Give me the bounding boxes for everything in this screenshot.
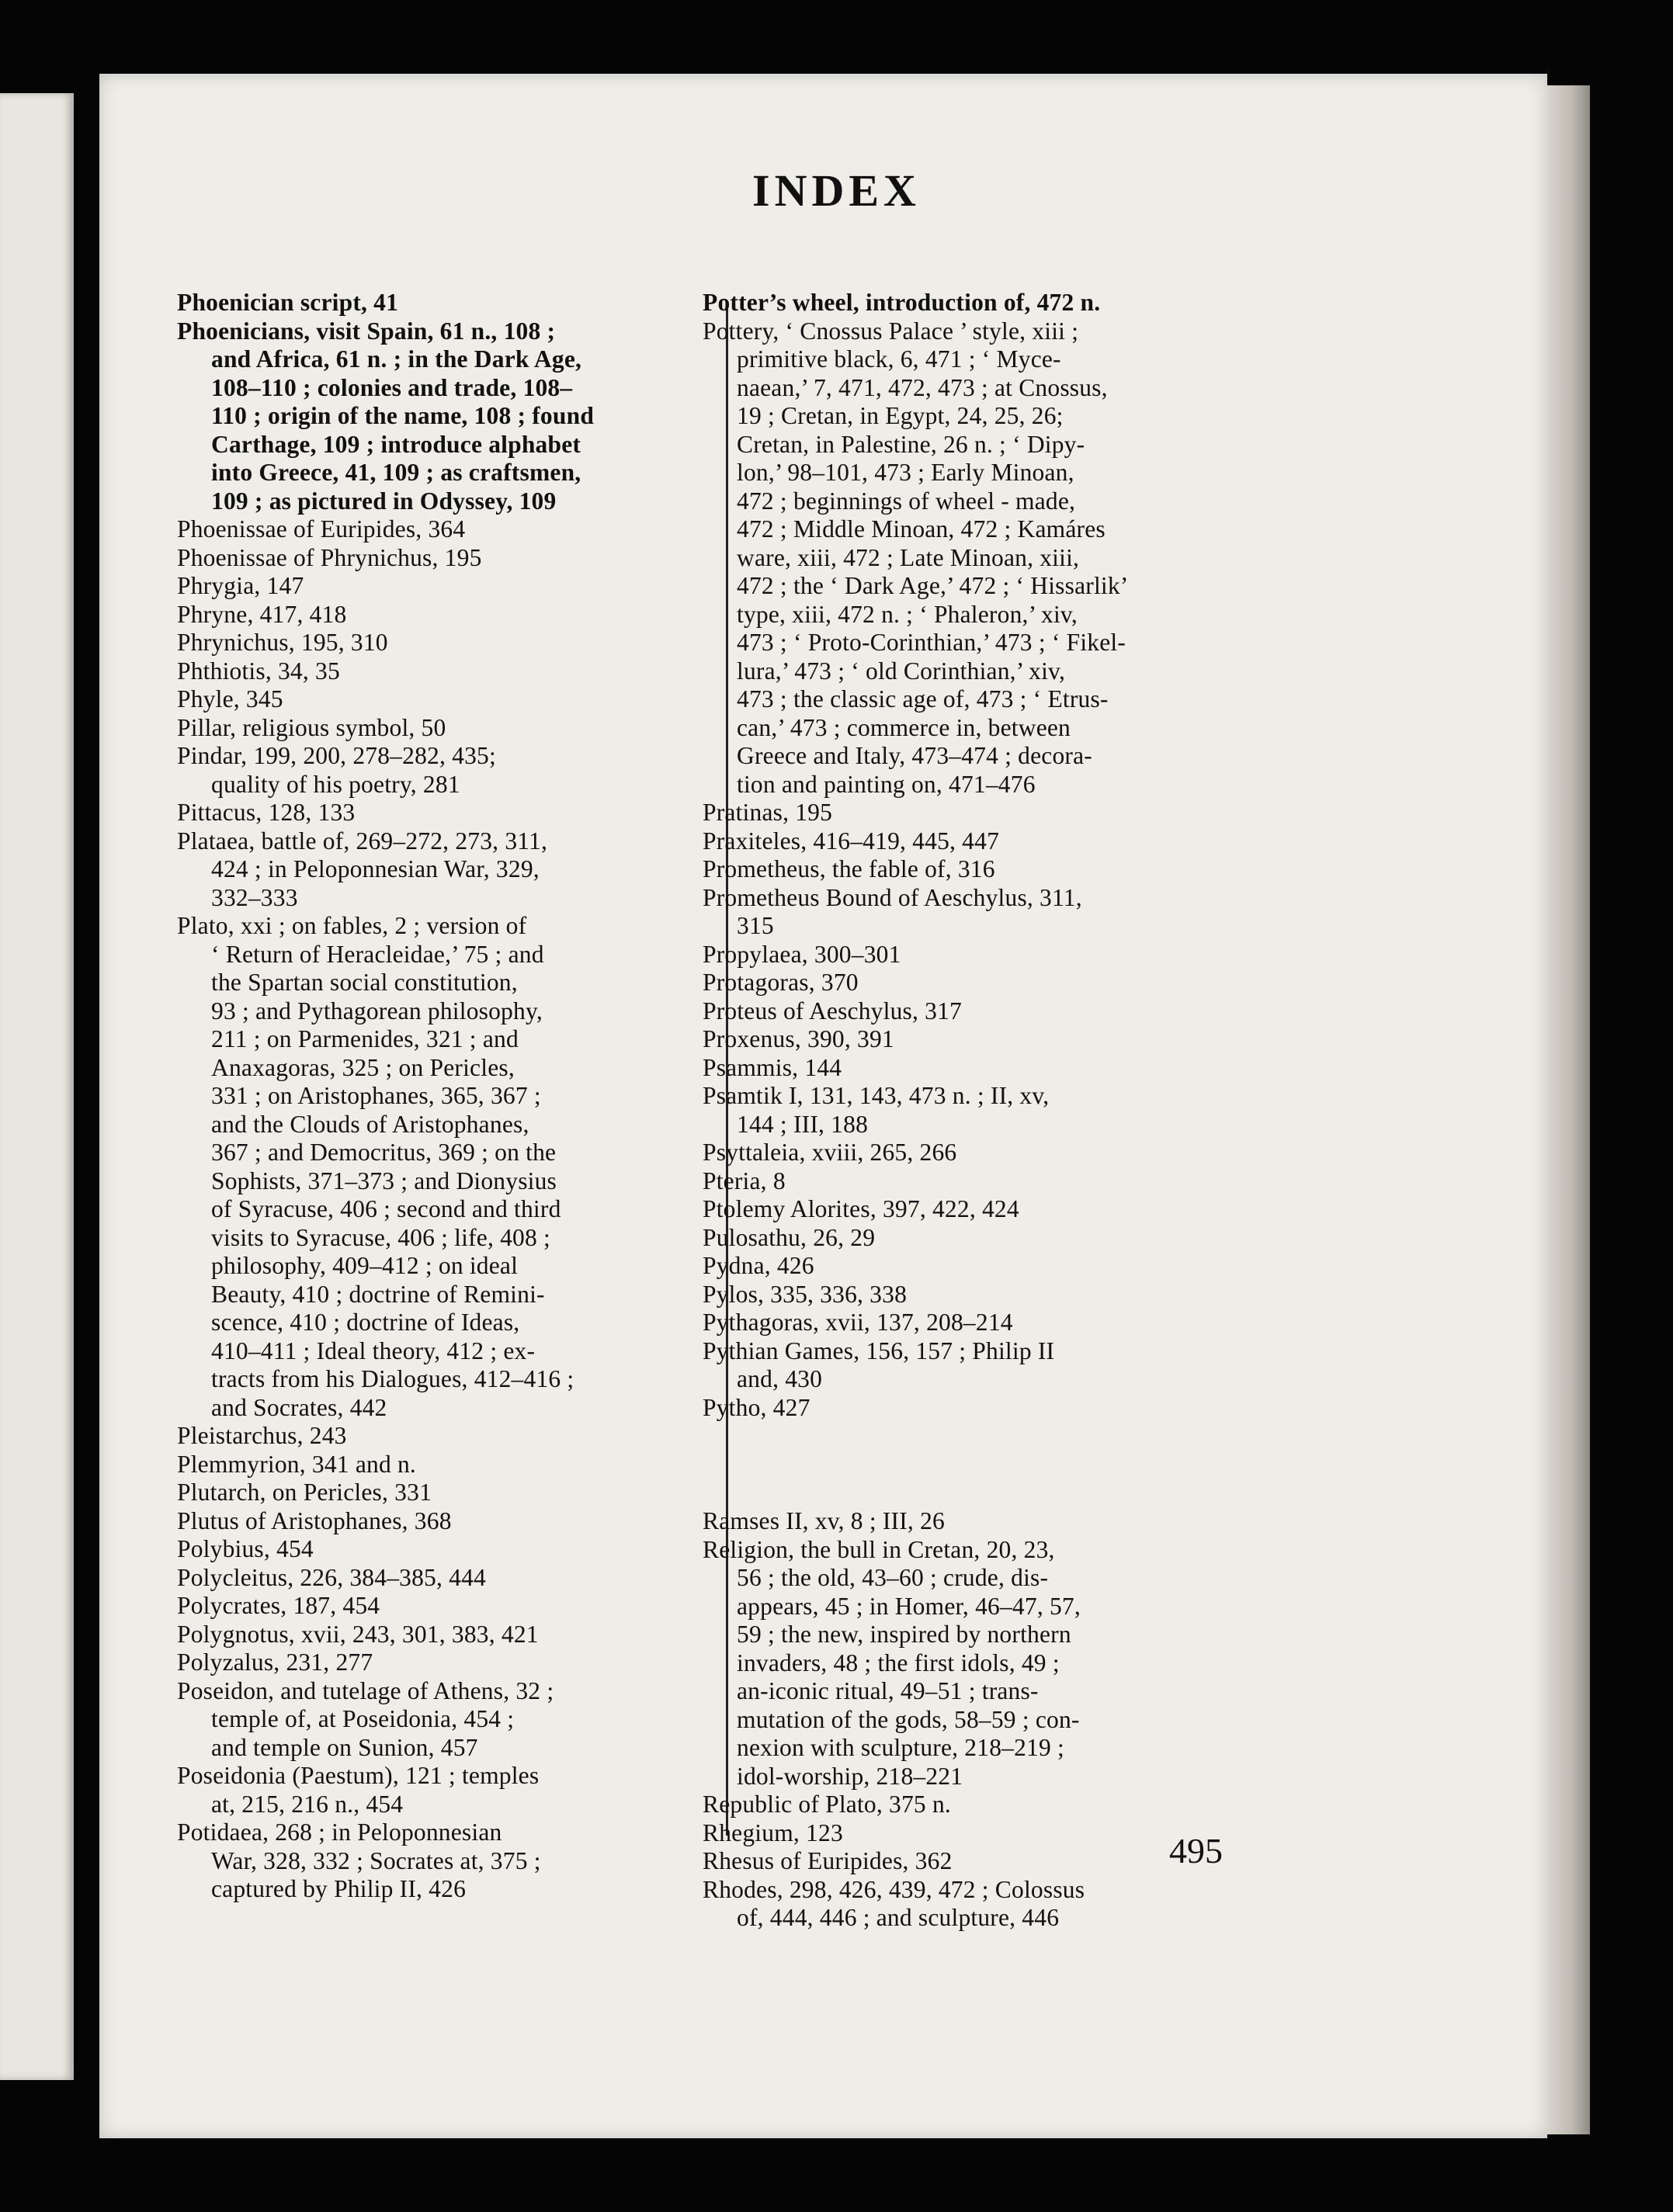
index-entry-continuation: tion and painting on, 471–476: [737, 770, 1036, 798]
index-entry-continuation: idol-worship, 218–221: [737, 1762, 963, 1790]
index-entry-continuation: of, 444, 446 ; and sculpture, 446: [737, 1904, 1060, 1931]
index-entry-heading: Phoenissae of Phrynichus, 195: [177, 543, 482, 571]
adjacent-page-edge: [0, 93, 74, 2080]
index-entry-heading: Pytho, 427: [703, 1393, 810, 1421]
index-entry: [703, 1309, 1221, 1337]
index-entry-continuation: 108–110 ; colonies and trade, 108–: [211, 373, 573, 401]
index-entry-continuation: 473 ; the classic age of, 473 ; ‘ Etrus-: [737, 685, 1109, 712]
index-entry: [703, 289, 1221, 317]
index-entry-heading: Plemmyrion, 341 and n.: [177, 1450, 417, 1478]
index-entry: [177, 601, 699, 629]
index-entry-heading: Poseidon, and tutelage of Athens, 32 ;: [177, 1676, 554, 1704]
index-entry-continuation: Anaxagoras, 325 ; on Pericles,: [211, 1053, 515, 1081]
index-entry-continuation: 410–411 ; Ideal theory, 412 ; ex-: [211, 1337, 536, 1364]
index-entry-continuation: an-iconic ritual, 49–51 ; trans-: [737, 1677, 1039, 1704]
index-entry: [703, 1847, 1221, 1876]
index-entry: [703, 855, 1221, 884]
index-entry-continuation: 367 ; and Democritus, 369 ; on the: [211, 1139, 557, 1166]
index-entry-heading: Religion, the bull in Cretan, 20, 23,: [703, 1535, 1055, 1563]
index-entry-heading: Republic of Plato, 375 n.: [703, 1791, 951, 1818]
index-entry-heading: Pleistarchus, 243: [177, 1422, 347, 1449]
index-entry-heading: Pottery, ‘ Cnossus Palace ’ style, xiii ;: [703, 317, 1079, 345]
index-entry: [703, 1507, 1221, 1536]
index-entry-continuation: into Greece, 41, 109 ; as craftsmen,: [211, 459, 581, 486]
index-entry-continuation: and temple on Sunion, 457: [211, 1733, 478, 1761]
index-entry-heading: Phoenissae of Euripides, 364: [177, 515, 466, 543]
index-entry: [177, 629, 699, 657]
index-entry-continuation: lon,’ 98–101, 473 ; Early Minoan,: [737, 459, 1074, 486]
index-entry-heading: Psyttaleia, xviii, 265, 266: [703, 1139, 957, 1166]
index-entry-heading: Proteus of Aeschylus, 317: [703, 997, 962, 1025]
index-entry-continuation: 211 ; on Parmenides, 321 ; and: [211, 1025, 519, 1052]
index-entry-heading: Pythagoras, xvii, 137, 208–214: [703, 1309, 1013, 1336]
index-entry-continuation: 331 ; on Aristophanes, 365, 367 ;: [211, 1082, 541, 1109]
index-entry-continuation: and Africa, 61 n. ; in the Dark Age,: [211, 345, 582, 373]
index-entry: [177, 912, 699, 1422]
index-entry: [703, 884, 1221, 941]
index-entry-continuation: Cretan, in Palestine, 26 n. ; ‘ Dipy-: [737, 430, 1085, 458]
index-entry-heading: Proxenus, 390, 391: [703, 1025, 894, 1052]
index-entry: [703, 1536, 1221, 1791]
index-entry: [177, 1564, 699, 1593]
index-entry: [177, 1422, 699, 1451]
index-entry-heading: Pylos, 335, 336, 338: [703, 1280, 908, 1308]
index-entry-heading: Pythian Games, 156, 157 ; Philip II: [703, 1337, 1055, 1364]
index-entry: [703, 1252, 1221, 1281]
index-entry: [177, 1621, 699, 1649]
index-entry: [703, 1195, 1221, 1224]
index-entry: [177, 1592, 699, 1621]
page-stack-edge: [1547, 85, 1590, 2134]
index-entry-continuation: philosophy, 409–412 ; on ideal: [211, 1252, 519, 1279]
index-entry-heading: Ptolemy Alorites, 397, 422, 424: [703, 1195, 1019, 1222]
index-entry-continuation: temple of, at Poseidonia, 454 ;: [211, 1705, 515, 1732]
index-entry: [177, 1818, 699, 1904]
index-entry-continuation: at, 215, 216 n., 454: [211, 1790, 404, 1818]
index-entry-heading: Pydna, 426: [703, 1252, 814, 1279]
index-entry-heading: Pindar, 199, 200, 278–282, 435;: [177, 742, 496, 769]
index-entry-continuation: captured by Philip II, 426: [211, 1875, 467, 1902]
index-entry-heading: Rhegium, 123: [703, 1818, 843, 1846]
index-entry-heading: Phrynichus, 195, 310: [177, 629, 388, 656]
index-entry-continuation: 315: [737, 912, 774, 939]
index-entry-heading: Potter’s wheel, introduction of, 472 n.: [703, 289, 1101, 316]
index-entry-heading: Phrygia, 147: [177, 572, 304, 599]
index-entry: [177, 657, 699, 686]
index-entry: [703, 1876, 1221, 1933]
index-entry: [703, 1082, 1221, 1139]
index-entry: [703, 1281, 1221, 1309]
index-entry-heading: Ramses II, xv, 8 ; III, 26: [703, 1507, 945, 1534]
index-entry-heading: Prometheus Bound of Aeschylus, 311,: [703, 883, 1082, 911]
index-entry-continuation: scence, 410 ; doctrine of Ideas,: [211, 1309, 520, 1336]
index-entry-heading: Phthiotis, 34, 35: [177, 657, 340, 685]
index-entry: [703, 997, 1221, 1026]
index-entry: [177, 544, 699, 573]
index-entry-heading: Plataea, battle of, 269–272, 273, 311,: [177, 827, 548, 855]
index-column-right: [703, 289, 1221, 1933]
index-entry: [703, 827, 1221, 856]
index-entry: [703, 1139, 1221, 1167]
index-entry-continuation: appears, 45 ; in Homer, 46–47, 57,: [737, 1592, 1081, 1620]
index-entry-heading: Prometheus, the fable of, 316: [703, 855, 995, 882]
index-entry-continuation: visits to Syracuse, 406 ; life, 408 ;: [211, 1223, 550, 1251]
index-entry-continuation: 109 ; as pictured in Odyssey, 109: [211, 487, 557, 515]
index-entry-heading: Polygnotus, xvii, 243, 301, 383, 421: [177, 1620, 539, 1648]
index-entry-heading: Phoenicians, visit Spain, 61 n., 108 ;: [177, 317, 556, 345]
index-entry: [177, 1649, 699, 1677]
index-entry-continuation: invaders, 48 ; the first idols, 49 ;: [737, 1649, 1060, 1676]
index-entry-heading: Psamtik I, 131, 143, 473 n. ; II, xv,: [703, 1082, 1050, 1109]
index-entry-continuation: naean,’ 7, 471, 472, 473 ; at Cnossus,: [737, 373, 1108, 401]
index-entry-heading: Protagoras, 370: [703, 969, 859, 996]
index-entry: [177, 799, 699, 827]
index-entry: [177, 742, 699, 799]
index-entry-continuation: and, 430: [737, 1365, 823, 1392]
index-entry-continuation: 473 ; ‘ Proto-Corinthian,’ 473 ; ‘ Fikel-: [737, 629, 1126, 656]
index-entry: [703, 1224, 1221, 1253]
index-entry-continuation: 19 ; Cretan, in Egypt, 24, 25, 26;: [737, 402, 1064, 429]
index-entry-continuation: 110 ; origin of the name, 108 ; found: [211, 402, 595, 429]
index-entry-continuation: 59 ; the new, inspired by northern: [737, 1621, 1071, 1648]
index-entry-heading: Phyle, 345: [177, 685, 283, 712]
index-entry-heading: Propylaea, 300–301: [703, 940, 901, 968]
index-entry: [177, 685, 699, 714]
index-entry-continuation: 424 ; in Peloponnesian War, 329,: [211, 855, 540, 882]
index-entry-continuation: 472 ; the ‘ Dark Age,’ 472 ; ‘ Hissarlik’: [737, 572, 1129, 599]
index-entry: [177, 317, 699, 516]
index-entry: [177, 515, 699, 544]
index-column-left: [177, 289, 699, 1904]
index-entry-continuation: of Syracuse, 406 ; second and third: [211, 1195, 561, 1222]
index-entry: [177, 1677, 699, 1763]
index-entry: [703, 317, 1221, 799]
index-entry-heading: Rhesus of Euripides, 362: [703, 1847, 953, 1874]
index-entry-continuation: ‘ Return of Heracleidae,’ 75 ; and: [211, 940, 544, 968]
index-entry: [703, 799, 1221, 827]
index-entry: [703, 1337, 1221, 1394]
index-entry-heading: Phryne, 417, 418: [177, 600, 347, 628]
index-entry: [703, 1791, 1221, 1819]
index-entry-continuation: 144 ; III, 188: [737, 1110, 869, 1138]
index-entry-heading: Plato, xxi ; on fables, 2 ; version of: [177, 912, 527, 939]
index-entry-heading: Pillar, religious symbol, 50: [177, 713, 446, 741]
index-entry: [703, 941, 1221, 969]
index-entry-heading: Plutarch, on Pericles, 331: [177, 1479, 432, 1506]
index-entry-continuation: and Socrates, 442: [211, 1393, 387, 1421]
index-entry-continuation: ware, xiii, 472 ; Late Minoan, xiii,: [737, 543, 1080, 571]
index-entry: [703, 1054, 1221, 1083]
index-entry: [703, 1025, 1221, 1054]
index-entry-heading: Praxiteles, 416–419, 445, 447: [703, 827, 1000, 855]
index-entry-continuation: the Spartan social constitution,: [211, 969, 518, 996]
index-entry-continuation: and the Clouds of Aristophanes,: [211, 1110, 529, 1138]
index-entry-continuation: tracts from his Dialogues, 412–416 ;: [211, 1365, 574, 1392]
index-entry-continuation: 472 ; Middle Minoan, 472 ; Kamáres: [737, 515, 1105, 543]
index-entry-continuation: Carthage, 109 ; introduce alphabet: [211, 430, 581, 458]
page-title: INDEX: [752, 165, 921, 216]
index-entry: [703, 969, 1221, 997]
index-entry: [177, 827, 699, 913]
index-entry: [177, 714, 699, 743]
index-entry-continuation: lura,’ 473 ; ‘ old Corinthian,’ xiv,: [737, 657, 1066, 685]
index-entry-heading: Poseidonia (Paestum), 121 ; temples: [177, 1762, 540, 1789]
index-entry-continuation: primitive black, 6, 471 ; ‘ Myce-: [737, 345, 1061, 373]
index-entry-heading: Phoenician script, 41: [177, 289, 399, 316]
index-entry-heading: Plutus of Aristophanes, 368: [177, 1506, 452, 1534]
index-entry: [703, 1819, 1221, 1848]
index-entry-heading: Polycrates, 187, 454: [177, 1592, 380, 1619]
index-entry-continuation: 56 ; the old, 43–60 ; crude, dis-: [737, 1564, 1049, 1591]
index-entry: [177, 1507, 699, 1536]
index-entry-continuation: 332–333: [211, 883, 298, 911]
index-entry-heading: Potidaea, 268 ; in Peloponnesian: [177, 1818, 502, 1846]
index-entry: [177, 1762, 699, 1818]
index-entry-heading: Polyzalus, 231, 277: [177, 1649, 373, 1676]
index-entry-heading: Polybius, 454: [177, 1535, 314, 1562]
index-entry-continuation: 472 ; beginnings of wheel - made,: [737, 487, 1076, 515]
index-entry: [177, 1535, 699, 1564]
index-entry-continuation: Sophists, 371–373 ; and Dionysius: [211, 1167, 557, 1194]
index-entry-continuation: can,’ 473 ; commerce in, between: [737, 713, 1071, 741]
index-entry-heading: Rhodes, 298, 426, 439, 472 ; Colossus: [703, 1875, 1085, 1903]
index-entry-continuation: mutation of the gods, 58–59 ; con-: [737, 1705, 1080, 1733]
index-entry-continuation: nexion with sculpture, 218–219 ;: [737, 1734, 1064, 1761]
index-entry: [703, 1167, 1221, 1196]
index-entry: [703, 1394, 1221, 1423]
page-number: 495: [1169, 1831, 1223, 1870]
index-entry-heading: Polycleitus, 226, 384–385, 444: [177, 1563, 486, 1591]
index-entry-continuation: quality of his poetry, 281: [211, 770, 460, 798]
index-entry-continuation: type, xiii, 472 n. ; ‘ Phaleron,’ xiv,: [737, 600, 1078, 628]
index-entry-heading: Pulosathu, 26, 29: [703, 1223, 876, 1251]
index-entry-heading: Pteria, 8: [703, 1167, 786, 1194]
index-entry: [177, 289, 699, 317]
index-entry-heading: Pittacus, 128, 133: [177, 799, 356, 826]
index-entry-continuation: Greece and Italy, 473–474 ; decora-: [737, 742, 1092, 769]
index-entry: [177, 572, 699, 601]
index-entry-heading: Pratinas, 195: [703, 799, 833, 826]
index-entry-heading: Psammis, 144: [703, 1053, 842, 1081]
index-entry: [177, 1479, 699, 1507]
index-entry: [177, 1451, 699, 1479]
index-entry-continuation: 93 ; and Pythagorean philosophy,: [211, 997, 543, 1025]
index-entry-continuation: Beauty, 410 ; doctrine of Remini-: [211, 1280, 545, 1308]
index-entry-continuation: War, 328, 332 ; Socrates at, 375 ;: [211, 1846, 541, 1874]
index-section-gap: [703, 1422, 1221, 1507]
